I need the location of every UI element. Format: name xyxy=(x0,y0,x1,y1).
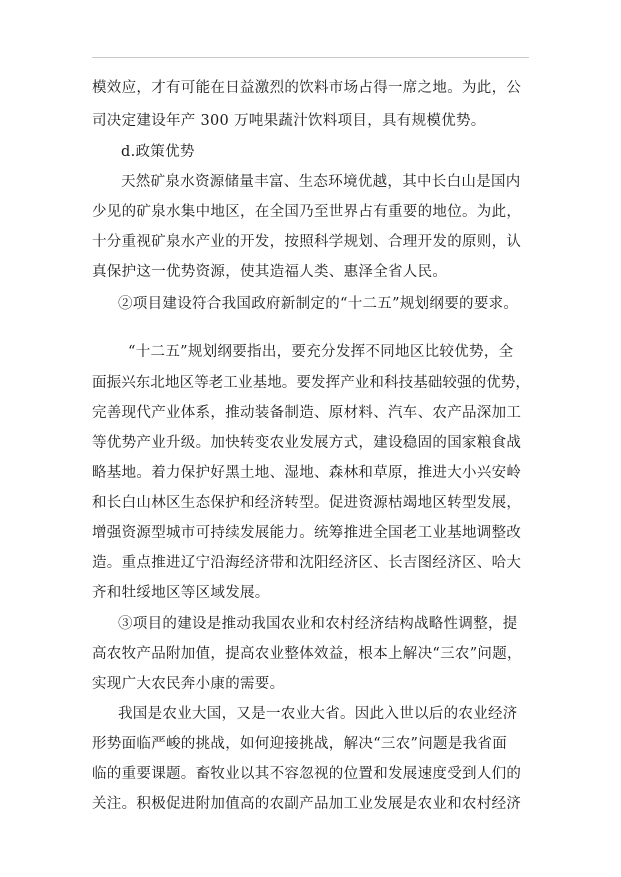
header-rule xyxy=(92,57,529,58)
text-line: 实现广大农民奔小康的需要。 xyxy=(92,676,285,692)
text-line: 面振兴东北地区等老工业基地。要发挥产业和科技基础较强的优势， xyxy=(92,375,530,391)
text-line: 高农牧产品附加值，提高农业整体效益，根本上解决“三农”问题， xyxy=(92,646,522,662)
text-line: 齐和牡绥地区等区域发展。 xyxy=(92,585,270,601)
text-line: 造。重点推进辽宁沿海经济带和沈阳经济区、长吉图经济区、哈大 xyxy=(92,555,522,571)
text-line: 模效应，才有可能在日益激烈的饮料市场占得一席之地。为此，公 xyxy=(92,80,522,96)
text-line: 增强资源型城市可持续发展能力。统筹推进全国老工业基地调整改 xyxy=(92,525,522,541)
text-line: ②项目建设符合我国政府新制定的“十二五”规划纲要的要求。 xyxy=(118,296,519,312)
text-line: 十分重视矿泉水产业的开发，按照科学规划、合理开发的原则，认 xyxy=(92,234,522,250)
text-line: 略基地。着力保护好黑土地、湿地、森林和草原，推进大小兴安岭 xyxy=(92,465,522,481)
text-line: “十二五”规划纲要指出，要充分发挥不同地区比较优势，全 xyxy=(128,344,514,360)
section-heading: d.政策优势 xyxy=(121,144,195,160)
text-line: 天然矿泉水资源储量丰富、生态环境优越，其中长白山是国内 xyxy=(121,174,521,190)
text-line: 完善现代产业体系，推动装备制造、原材料、汽车、农产品深加工 xyxy=(92,405,522,421)
text-line: 临的重要课题。畜牧业以其不容忽视的位置和发展速度受到人们的 xyxy=(92,766,522,782)
text-line: ③项目的建设是推动我国农业和农村经济结构战略性调整，提 xyxy=(118,616,518,632)
text-line: 等优势产业升级。加快转变农业发展方式，建设稳固的国家粮食战 xyxy=(92,435,522,451)
text-line: 形势面临严峻的挑战，如何迎接挑战，解决“三农”问题是我省面 xyxy=(92,736,508,752)
text-line: 和长白山林区生态保护和经济转型。促进资源枯竭地区转型发展， xyxy=(92,495,522,511)
text-line: 司决定建设年产 300 万吨果蔬汁饮料项目，具有规模优势。 xyxy=(92,113,486,129)
text-line: 我国是农业大国，又是一农业大省。因此入世以后的农业经济 xyxy=(118,706,518,722)
text-line: 关注。积极促进附加值高的农副产品加工业发展是农业和农村经济 xyxy=(92,796,522,812)
text-line: 真保护这一优势资源，使其造福人类、惠泽全省人民。 xyxy=(92,264,448,280)
text-line: 少见的矿泉水集中地区，在全国乃至世界占有重要的地位。为此， xyxy=(92,204,522,220)
